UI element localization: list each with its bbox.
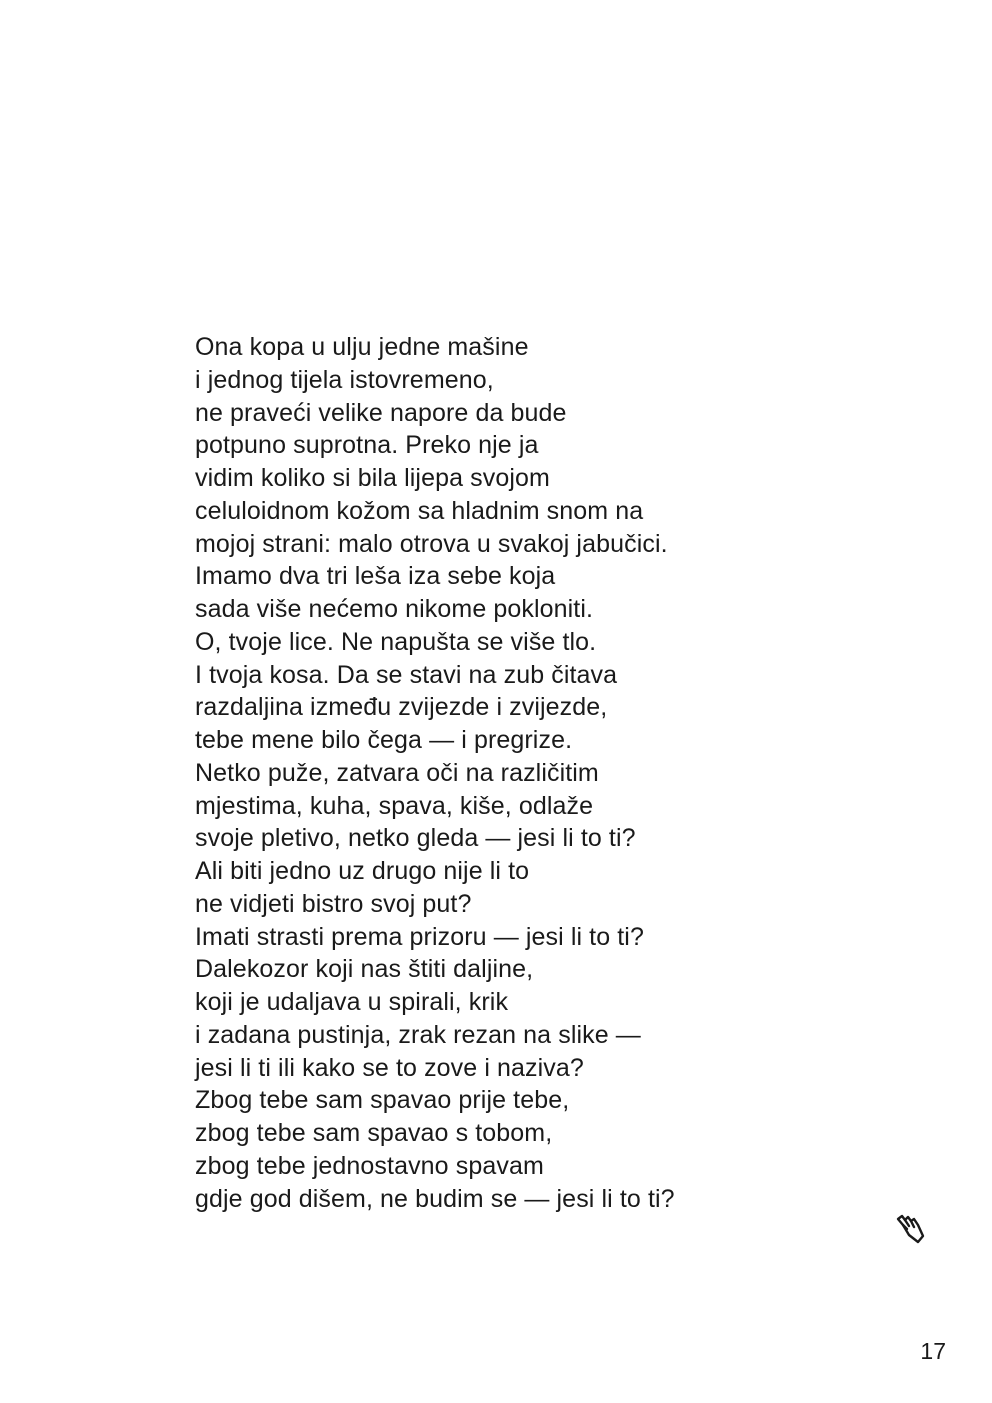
poem-line: celuloidnom kožom sa hladnim snom na	[195, 496, 644, 525]
poem-line: Netko puže, zatvara oči na različitim	[195, 758, 599, 787]
poem-line: ne vidjeti bistro svoj put?	[195, 889, 472, 918]
pointing-hand-icon	[893, 1212, 927, 1246]
poem-line: svoje pletivo, netko gleda — jesi li to ti?	[195, 824, 636, 853]
poem-line: Zbog tebe sam spavao prije tebe,	[195, 1086, 570, 1115]
page-number: 17	[920, 1338, 946, 1364]
poem-line: Imamo dva tri leša iza sebe koja	[195, 562, 556, 591]
poem-line: mjestima, kuha, spava, kiše, odlaže	[195, 791, 594, 820]
poem-line: tebe mene bilo čega — i pregrize.	[195, 726, 573, 754]
poem-line: gdje god dišem, ne budim se — jesi li to ti?	[195, 1184, 675, 1213]
poem-line: jesi li ti ili kako se to zove i naziva?	[195, 1053, 584, 1082]
poem-line: Ona kopa u ulju jedne mašine	[195, 333, 529, 361]
poem-line: vidim koliko si bila lijepa svojom	[195, 464, 550, 492]
poem-line: Imati strasti prema prizoru — jesi li to ti?	[195, 922, 644, 951]
poem-line: zbog tebe jednostavno spavam	[195, 1151, 544, 1180]
poem-line: i zadana pustinja, zrak rezan na slike —	[195, 1020, 641, 1049]
poem-line: O, tvoje lice. Ne napušta se više tlo.	[195, 627, 597, 656]
poem-line: sada više nećemo nikome pokloniti.	[195, 595, 594, 623]
poem-line: Ali biti jedno uz drugo nije li to	[195, 857, 530, 885]
poem-line: Dalekozor koji nas štiti daljine,	[195, 955, 534, 984]
poem-line: ne praveći velike napore da bude	[195, 398, 567, 427]
poem-line: potpuno suprotna. Preko nje ja	[195, 431, 539, 460]
poem-line: mojoj strani: malo otrova u svakoj jabučici.	[195, 529, 668, 558]
poem-line: razdaljina između zvijezde i zvijezde,	[195, 693, 608, 722]
poem-line: i jednog tijela istovremeno,	[195, 365, 494, 394]
poem-line: zbog tebe sam spavao s tobom,	[195, 1119, 553, 1147]
poem-line: I tvoja kosa. Da se stavi na zub čitava	[195, 660, 618, 689]
poem-text	[195, 331, 835, 1215]
poem-line: koji je udaljava u spirali, krik	[195, 988, 509, 1016]
